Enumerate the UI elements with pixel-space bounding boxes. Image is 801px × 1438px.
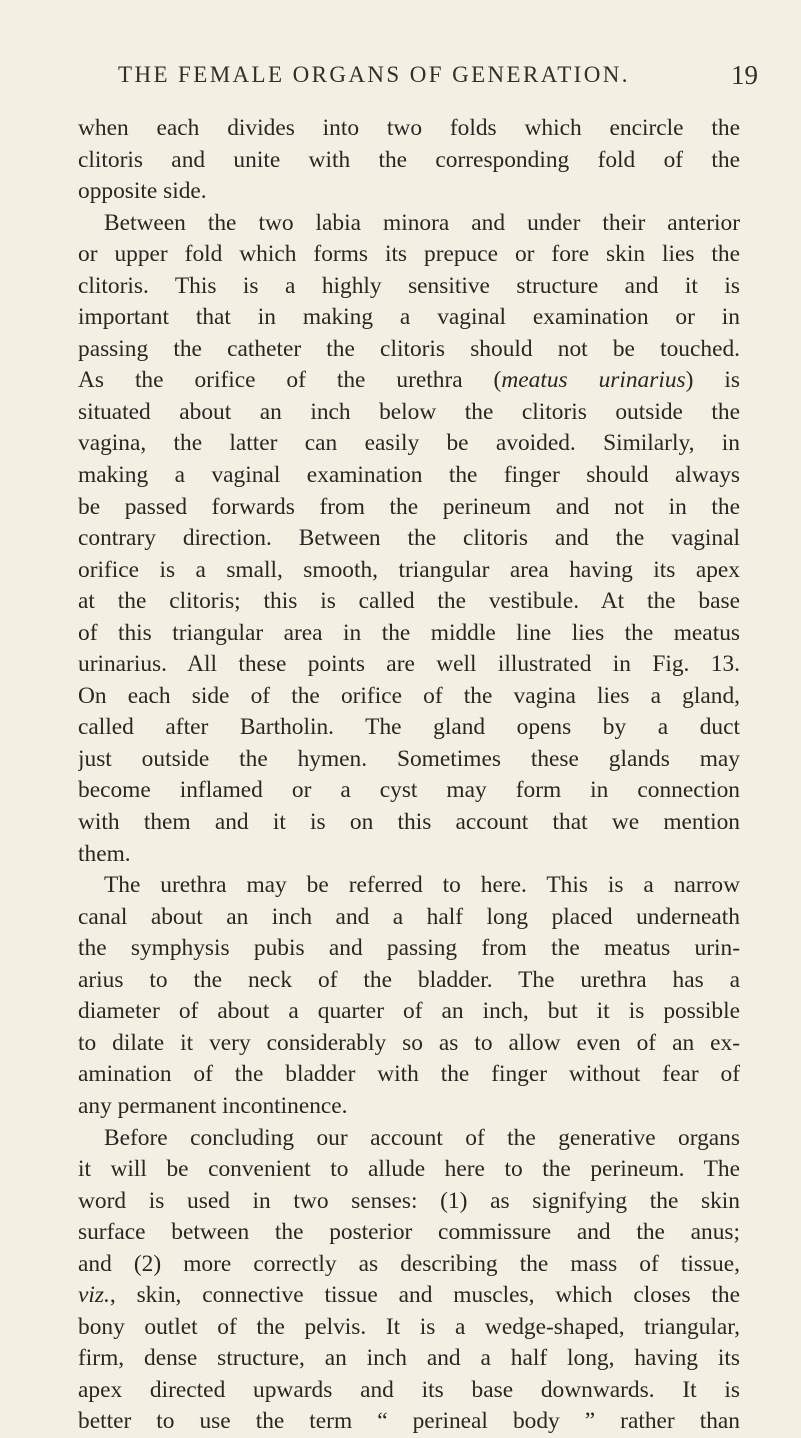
text-line: them. (78, 840, 131, 867)
text-line: vagina, the latter can easily be avoided. Similarly, in (78, 430, 740, 457)
text-line: situated about an inch below the clitoris outside the (78, 398, 740, 425)
text-line: diameter of about a quarter of an inch, but it is possible (78, 998, 740, 1025)
text-line: amination of the bladder with the finger without fear of (78, 1061, 740, 1088)
text-line: contrary direction. Between the clitoris and the vaginal (78, 525, 740, 552)
text-line: important that in making a vaginal examination or in (78, 304, 740, 331)
text-line: at the clitoris; this is called the vestibule. At the base (78, 588, 740, 615)
page-number: 19 (731, 60, 758, 90)
text-line: viz., skin, connective tissue and muscles, which closes the (78, 1282, 740, 1309)
text-line: opposite side. (78, 178, 207, 205)
text-line: when each divides into two folds which encircle the (78, 115, 740, 141)
page-header (118, 62, 758, 96)
body-text (78, 113, 740, 1438)
text-line: Before concluding our account of the generative organs (104, 1124, 740, 1151)
text-line: orifice is a small, smooth, triangular area having its apex (78, 556, 740, 583)
text-line: clitoris and unite with the corresponding fold of the (78, 146, 740, 173)
text-line: word is used in two senses: (1) as signifying the skin (78, 1187, 740, 1214)
italic-term: viz. (78, 1282, 110, 1309)
text-line: canal about an inch and a half long placed underneath (78, 903, 740, 930)
running-head: THE FEMALE ORGANS OF GENERATION. (118, 62, 630, 87)
text-line: called after Bartholin. The gland opens by a duct (78, 714, 740, 741)
text-line: better to use the term “ perineal body ” rather than (78, 1408, 740, 1435)
text-line: clitoris. This is a highly sensitive structure and it is (78, 272, 740, 299)
text-line: arius to the neck of the bladder. The urethra has a (78, 966, 740, 993)
text-line: bony outlet of the pelvis. It is a wedge-shaped, triangular, (78, 1313, 740, 1340)
text-line: of this triangular area in the middle line lies the meatus (78, 619, 740, 646)
text-line: the symphysis pubis and passing from the meatus urin- (78, 935, 740, 962)
text-line: be passed forwards from the perineum and not in the (78, 493, 740, 520)
text-line: any permanent incontinence. (78, 1092, 348, 1119)
text-line: or upper fold which forms its prepuce or fore skin lies the (78, 241, 740, 268)
text-line: As the orifice of the urethra (meatus urinarius) is (78, 367, 740, 394)
text-line: apex directed upwards and its base downwards. It is (78, 1376, 740, 1403)
text-line: The urethra may be referred to here. This is a narrow (104, 872, 740, 899)
text-line: with them and it is on this account that we mention (78, 809, 740, 836)
text-line: urinarius. All these points are well illustrated in Fig. 13. (78, 651, 740, 678)
text-line: Between the two labia minora and under their anterior (104, 209, 740, 236)
text-line: passing the catheter the clitoris should not be touched. (78, 335, 740, 362)
text-line: it will be convenient to allude here to the perineum. The (78, 1156, 740, 1183)
text-line: firm, dense structure, an inch and a half long, having its (78, 1345, 740, 1372)
text-line: making a vaginal examination the finger should always (78, 462, 740, 489)
text-line: just outside the hymen. Sometimes these glands may (78, 745, 740, 772)
italic-term: meatus urinarius (501, 367, 686, 394)
text-line: and (2) more correctly as describing the mass of tissue, (78, 1250, 740, 1277)
text-line: become inflamed or a cyst may form in connection (78, 777, 740, 804)
text-line: surface between the posterior commissure and the anus; (78, 1219, 740, 1246)
text-line: On each side of the orifice of the vagina lies a gland, (78, 682, 740, 709)
text-line: to dilate it very considerably so as to allow even of an ex- (78, 1029, 740, 1056)
